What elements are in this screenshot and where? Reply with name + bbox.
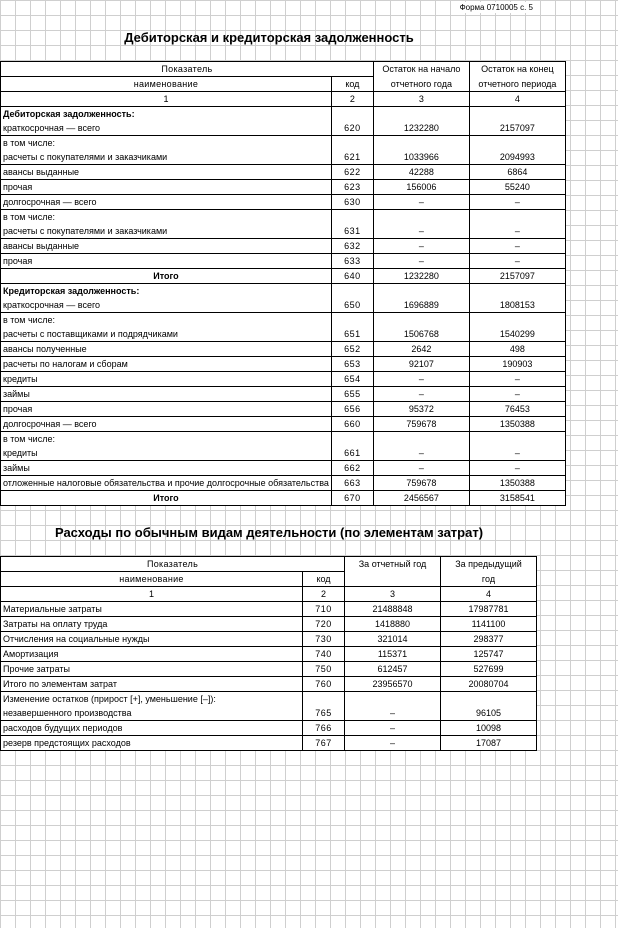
header-col4-line2: отчетного периода xyxy=(469,77,565,92)
row-value-end xyxy=(469,107,565,122)
row-value-start: 759678 xyxy=(373,417,469,432)
header-col3-line1: За отчетный год xyxy=(345,557,441,572)
row-value-start: – xyxy=(373,461,469,476)
row-value-previous: 10098 xyxy=(441,721,537,736)
table-row xyxy=(1,313,566,328)
table-row xyxy=(1,692,537,707)
row-value-previous: 17987781 xyxy=(441,602,537,617)
row-code: 653 xyxy=(331,357,373,372)
row-value-start: – xyxy=(373,239,469,254)
row-value-current: – xyxy=(345,721,441,736)
row-value-end: 1350388 xyxy=(469,476,565,491)
row-value-end xyxy=(469,432,565,447)
row-code xyxy=(331,432,373,447)
table-row xyxy=(1,342,566,357)
table-row xyxy=(1,224,566,239)
row-value-start: – xyxy=(373,224,469,239)
header-indicator: Показатель xyxy=(1,557,345,572)
row-label: авансы полученные xyxy=(1,342,332,357)
row-code: 630 xyxy=(331,195,373,210)
row-value-end xyxy=(469,210,565,225)
table-row xyxy=(1,195,566,210)
row-code: 622 xyxy=(331,165,373,180)
row-code: 720 xyxy=(303,617,345,632)
row-value-end: 190903 xyxy=(469,357,565,372)
row-label: Кредиторская задолженность: xyxy=(1,284,332,299)
table-row xyxy=(1,736,537,751)
header-name: наименование xyxy=(1,77,332,92)
row-code: 656 xyxy=(331,402,373,417)
row-code: 651 xyxy=(331,327,373,342)
row-value-end: 3158541 xyxy=(469,491,565,506)
row-value-current xyxy=(345,692,441,707)
row-label: Амортизация xyxy=(1,647,303,662)
row-value-current: 1418880 xyxy=(345,617,441,632)
row-label: авансы выданные xyxy=(1,165,332,180)
row-value-start: – xyxy=(373,195,469,210)
row-label: расчеты с поставщиками и подрядчиками xyxy=(1,327,332,342)
row-code: 640 xyxy=(331,269,373,284)
row-label: в том числе: xyxy=(1,432,332,447)
row-label: займы xyxy=(1,387,332,402)
section-title-expenses: Расходы по обычным видам деятельности (по элементам затрат) xyxy=(54,525,484,540)
row-label: кредиты xyxy=(1,446,332,461)
row-value-start: – xyxy=(373,254,469,269)
table-row xyxy=(1,298,566,313)
row-label: отложенные налоговые обязательства и прочие долгосрочные обязательства xyxy=(1,476,332,491)
row-value-end xyxy=(469,313,565,328)
row-label: Дебиторская задолженность: xyxy=(1,107,332,122)
row-value-start: – xyxy=(373,372,469,387)
row-code: 620 xyxy=(331,121,373,136)
section-title-receivables-payables: Дебиторская и кредиторская задолженность xyxy=(124,30,414,45)
table-row xyxy=(1,491,566,506)
table-row xyxy=(1,121,566,136)
row-label: расчеты с покупателями и заказчиками xyxy=(1,224,332,239)
row-value-end: – xyxy=(469,224,565,239)
row-label: в том числе: xyxy=(1,210,332,225)
table-row xyxy=(1,210,566,225)
table-row xyxy=(1,617,537,632)
row-value-end: 498 xyxy=(469,342,565,357)
row-code: 662 xyxy=(331,461,373,476)
header-col4-line1: Остаток на конец xyxy=(469,62,565,77)
row-code: 766 xyxy=(303,721,345,736)
row-value-start xyxy=(373,210,469,225)
table-row xyxy=(1,402,566,417)
header-name: наименование xyxy=(1,572,303,587)
table-row xyxy=(1,476,566,491)
row-value-current: 321014 xyxy=(345,632,441,647)
row-value-end: – xyxy=(469,387,565,402)
row-value-start: 1696889 xyxy=(373,298,469,313)
row-code: 740 xyxy=(303,647,345,662)
row-value-end xyxy=(469,136,565,151)
row-code: 652 xyxy=(331,342,373,357)
row-code: 767 xyxy=(303,736,345,751)
table-row xyxy=(1,602,537,617)
row-label: Материальные затраты xyxy=(1,602,303,617)
row-code: 654 xyxy=(331,372,373,387)
row-value-start: – xyxy=(373,446,469,461)
header-code: код xyxy=(331,77,373,92)
row-value-start: 1506768 xyxy=(373,327,469,342)
row-value-end: – xyxy=(469,461,565,476)
header-number-4: 4 xyxy=(441,587,537,602)
row-code: 663 xyxy=(331,476,373,491)
row-label: авансы выданные xyxy=(1,239,332,254)
row-label: расчеты по налогам и сборам xyxy=(1,357,332,372)
row-code: 650 xyxy=(331,298,373,313)
header-col3-line2: отчетного года xyxy=(373,77,469,92)
row-value-start xyxy=(373,136,469,151)
row-value-previous: 298377 xyxy=(441,632,537,647)
row-code xyxy=(331,107,373,122)
row-label: расходов будущих периодов xyxy=(1,721,303,736)
row-value-end: 2157097 xyxy=(469,121,565,136)
row-code: 730 xyxy=(303,632,345,647)
header-col4-line2: год xyxy=(441,572,537,587)
row-value-end: 1808153 xyxy=(469,298,565,313)
row-code: 623 xyxy=(331,180,373,195)
table-row xyxy=(1,647,537,662)
table-row xyxy=(1,461,566,476)
row-label: долгосрочная — всего xyxy=(1,195,332,210)
row-label: Затраты на оплату труда xyxy=(1,617,303,632)
row-label: в том числе: xyxy=(1,313,332,328)
header-col3-line1: Остаток на начало xyxy=(373,62,469,77)
row-code: 765 xyxy=(303,706,345,721)
row-code: 655 xyxy=(331,387,373,402)
row-value-start: 1033966 xyxy=(373,150,469,165)
row-value-current: – xyxy=(345,706,441,721)
table-row xyxy=(1,432,566,447)
table-row xyxy=(1,721,537,736)
row-value-end: – xyxy=(469,446,565,461)
row-label: Итого по элементам затрат xyxy=(1,677,303,692)
row-value-start: 92107 xyxy=(373,357,469,372)
row-label: Отчисления на социальные нужды xyxy=(1,632,303,647)
row-value-current: 115371 xyxy=(345,647,441,662)
table-row xyxy=(1,284,566,299)
header-number-1: 1 xyxy=(1,92,332,107)
row-label: долгосрочная — всего xyxy=(1,417,332,432)
row-value-current: 612457 xyxy=(345,662,441,677)
row-value-current: 21488848 xyxy=(345,602,441,617)
table-row xyxy=(1,446,566,461)
row-label: прочая xyxy=(1,402,332,417)
row-code: 661 xyxy=(331,446,373,461)
row-code xyxy=(331,284,373,299)
table-row xyxy=(1,269,566,284)
table-row xyxy=(1,254,566,269)
row-label: краткосрочная — всего xyxy=(1,121,332,136)
row-value-previous xyxy=(441,692,537,707)
form-number: Форма 0710005 с. 5 xyxy=(455,2,538,13)
row-value-end: – xyxy=(469,254,565,269)
row-label: краткосрочная — всего xyxy=(1,298,332,313)
table-row xyxy=(1,327,566,342)
row-code: 670 xyxy=(331,491,373,506)
row-value-end: 2157097 xyxy=(469,269,565,284)
table-row xyxy=(1,632,537,647)
header-code: код xyxy=(303,572,345,587)
row-value-end: 2094993 xyxy=(469,150,565,165)
expenses-table xyxy=(0,556,537,751)
row-label: Итого xyxy=(1,269,332,284)
row-label: резерв предстоящих расходов xyxy=(1,736,303,751)
header-number-2: 2 xyxy=(303,587,345,602)
table-row xyxy=(1,150,566,165)
table-row xyxy=(1,417,566,432)
table-row xyxy=(1,180,566,195)
header-indicator: Показатель xyxy=(1,62,374,77)
row-value-end: 76453 xyxy=(469,402,565,417)
row-value-end: 6864 xyxy=(469,165,565,180)
row-value-previous: 20080704 xyxy=(441,677,537,692)
row-code: 631 xyxy=(331,224,373,239)
row-value-previous: 1141100 xyxy=(441,617,537,632)
table-row xyxy=(1,165,566,180)
row-code: 760 xyxy=(303,677,345,692)
table-row xyxy=(1,136,566,151)
row-value-start xyxy=(373,432,469,447)
table-row xyxy=(1,107,566,122)
row-code: 750 xyxy=(303,662,345,677)
row-value-end: 1350388 xyxy=(469,417,565,432)
row-label: в том числе: xyxy=(1,136,332,151)
table-row xyxy=(1,387,566,402)
row-code: 633 xyxy=(331,254,373,269)
row-value-start xyxy=(373,284,469,299)
row-label: прочая xyxy=(1,254,332,269)
row-code: 710 xyxy=(303,602,345,617)
header-number-4: 4 xyxy=(469,92,565,107)
row-label: Прочие затраты xyxy=(1,662,303,677)
row-value-end: 1540299 xyxy=(469,327,565,342)
row-value-start: – xyxy=(373,387,469,402)
header-number-2: 2 xyxy=(331,92,373,107)
row-code: 632 xyxy=(331,239,373,254)
row-code xyxy=(331,210,373,225)
row-label: Итого xyxy=(1,491,332,506)
row-value-start: 156006 xyxy=(373,180,469,195)
row-value-start xyxy=(373,107,469,122)
row-value-end: – xyxy=(469,372,565,387)
row-value-start: 759678 xyxy=(373,476,469,491)
row-label: Изменение остатков (прирост [+], уменьшение [–]): xyxy=(1,692,303,707)
table-row xyxy=(1,357,566,372)
row-value-current: 23956570 xyxy=(345,677,441,692)
row-value-previous: 17087 xyxy=(441,736,537,751)
row-value-previous: 125747 xyxy=(441,647,537,662)
row-value-end: 55240 xyxy=(469,180,565,195)
row-value-previous: 96105 xyxy=(441,706,537,721)
row-label: займы xyxy=(1,461,332,476)
header-number-3: 3 xyxy=(345,587,441,602)
row-value-start: 95372 xyxy=(373,402,469,417)
receivables-payables-table xyxy=(0,61,566,506)
row-label: незавершенного производства xyxy=(1,706,303,721)
row-value-start: 1232280 xyxy=(373,269,469,284)
header-number-3: 3 xyxy=(373,92,469,107)
table-row xyxy=(1,372,566,387)
row-value-start xyxy=(373,313,469,328)
row-code: 621 xyxy=(331,150,373,165)
table-row xyxy=(1,662,537,677)
row-value-start: 2642 xyxy=(373,342,469,357)
row-value-end: – xyxy=(469,195,565,210)
row-value-start: 2456567 xyxy=(373,491,469,506)
row-code: 660 xyxy=(331,417,373,432)
header-col4-line1: За предыдущий xyxy=(441,557,537,572)
row-label: прочая xyxy=(1,180,332,195)
row-value-start: 42288 xyxy=(373,165,469,180)
row-value-start: 1232280 xyxy=(373,121,469,136)
table-row xyxy=(1,239,566,254)
row-value-end xyxy=(469,284,565,299)
row-label: расчеты с покупателями и заказчиками xyxy=(1,150,332,165)
table-row xyxy=(1,677,537,692)
row-code xyxy=(331,313,373,328)
header-col3-line2 xyxy=(345,572,441,587)
row-code xyxy=(303,692,345,707)
header-number-1: 1 xyxy=(1,587,303,602)
row-value-current: – xyxy=(345,736,441,751)
row-code xyxy=(331,136,373,151)
table-row xyxy=(1,706,537,721)
row-value-end: – xyxy=(469,239,565,254)
row-value-previous: 527699 xyxy=(441,662,537,677)
row-label: кредиты xyxy=(1,372,332,387)
